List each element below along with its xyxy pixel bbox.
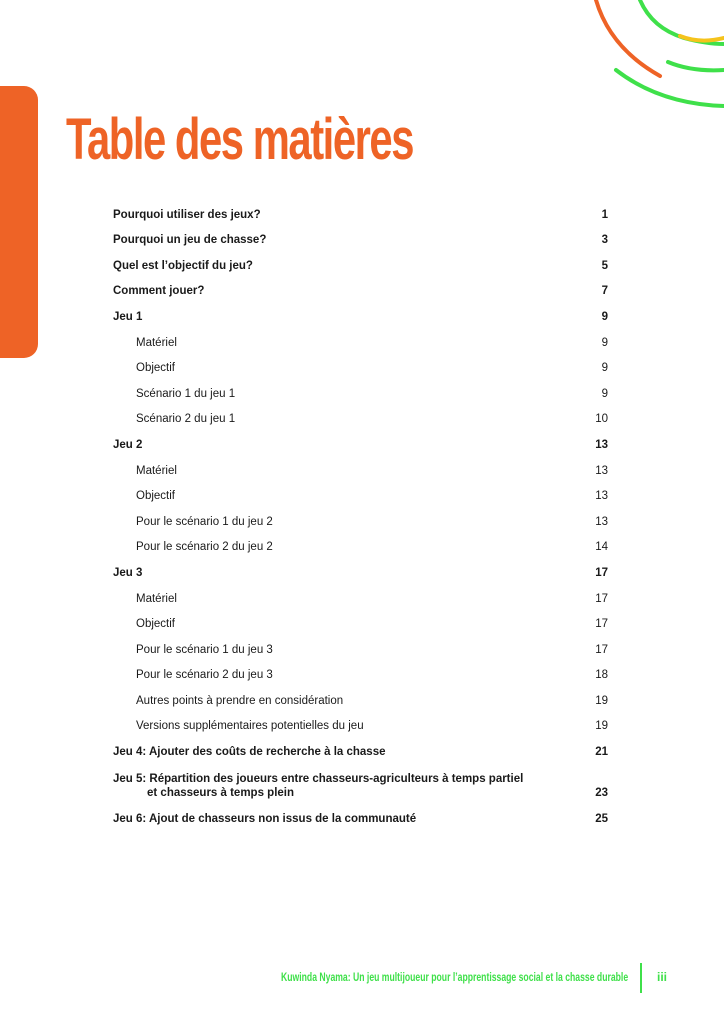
toc-entry-page-number: 17 [595, 592, 608, 605]
toc-entry-page-number: 17 [595, 643, 608, 656]
toc-entry-page-number: 25 [595, 812, 608, 825]
toc-entry[interactable] [113, 580, 608, 606]
toc-entry[interactable] [113, 350, 608, 376]
toc-entry-label [136, 668, 584, 682]
toc-entry[interactable] [113, 222, 608, 248]
toc-entry-page-number: 13 [595, 464, 608, 477]
toc-entry-label [113, 745, 584, 759]
toc-entry-label [136, 361, 584, 375]
toc-entry-title: Pour le scénario 1 du jeu 2 [136, 515, 273, 528]
toc-entry-page-number: 5 [601, 259, 608, 272]
toc-entry[interactable] [113, 657, 608, 683]
toc-entry-page-number: 7 [601, 285, 608, 298]
toc-entry[interactable] [113, 452, 608, 478]
toc-entry-title: Quel est l’objectif du jeu? [113, 259, 253, 272]
toc-entry-title: Versions supplémentaires potentielles du jeu [136, 720, 364, 733]
toc-entry[interactable] [113, 298, 608, 324]
toc-entry-page-number: 17 [595, 618, 608, 631]
toc-entry[interactable] [113, 682, 608, 708]
toc-entry-title: Scénario 2 du jeu 1 [136, 413, 236, 426]
toc-entry-title: Matériel [136, 592, 177, 605]
toc-entry[interactable] [113, 733, 608, 759]
toc-entry-title: Jeu 4: Ajouter des coûts de recherche à la chasse [113, 746, 386, 759]
toc-entry-title: Pourquoi utiliser des jeux? [113, 208, 261, 221]
footer-divider [640, 963, 642, 993]
toc-entry-label [136, 643, 584, 657]
toc-entry-label [113, 566, 584, 580]
toc-entry-title: Objectif [136, 618, 175, 631]
toc-entry-label [136, 387, 584, 401]
toc-entry[interactable] [113, 478, 608, 504]
toc-entry[interactable] [113, 324, 608, 350]
toc-entry[interactable] [113, 273, 608, 299]
toc-entry[interactable] [113, 375, 608, 401]
toc-entry-page-number: 19 [595, 694, 608, 707]
toc-entry[interactable] [113, 606, 608, 632]
toc-entry-label [136, 592, 584, 606]
toc-entry[interactable] [113, 247, 608, 273]
toc-entry-title: Pour le scénario 1 du jeu 3 [136, 643, 273, 656]
toc-entry[interactable] [113, 631, 608, 657]
toc-entry-title: Objectif [136, 362, 175, 375]
toc-entry-label [113, 310, 584, 324]
toc-entry[interactable] [113, 426, 608, 452]
toc-entry-title: Scénario 1 du jeu 1 [136, 387, 236, 400]
orange-arc [596, 0, 660, 76]
toc-entry-label [113, 208, 584, 222]
toc-entry-label [113, 284, 584, 298]
toc-entry-title: Jeu 6: Ajout de chasseurs non issus de la communauté [113, 812, 417, 825]
toc-entry-title: Autres points à prendre en considération [136, 694, 344, 707]
toc-entry[interactable] [113, 708, 608, 734]
toc-entry-page-number: 9 [601, 387, 608, 400]
toc-entry-page-number: 13 [595, 438, 608, 451]
toc-entry-page-number: 18 [595, 669, 608, 682]
green-arc-outer [616, 70, 724, 106]
side-color-tab [0, 86, 38, 358]
toc-entry-title: Pour le scénario 2 du jeu 2 [136, 541, 273, 554]
toc-entry[interactable] [113, 554, 608, 580]
toc-entry[interactable] [113, 800, 608, 826]
toc-entry[interactable] [113, 529, 608, 555]
toc-entry-page-number: 3 [601, 234, 608, 247]
toc-entry-label [136, 540, 584, 554]
toc-entry-title-continuation: et chasseurs à temps plein [147, 787, 295, 800]
toc-entry-label [136, 489, 584, 503]
toc-entry-title: Pour le scénario 2 du jeu 3 [136, 669, 273, 682]
toc-entry-label [113, 438, 584, 452]
toc-entry-page-number: 21 [595, 746, 608, 759]
toc-entry[interactable] [113, 196, 608, 222]
footer-page-number: iii [657, 970, 668, 984]
toc-entry-page-number: 14 [595, 541, 608, 554]
decorative-arcs [560, 0, 724, 120]
toc-entry-label [136, 336, 584, 350]
toc-entry[interactable] [113, 401, 608, 427]
page-title: Table des matières [66, 107, 414, 172]
toc-entry-title: Matériel [136, 464, 177, 477]
toc-entry-title: Pourquoi un jeu de chasse? [113, 234, 267, 247]
toc-entry-title: Jeu 2 [113, 438, 143, 451]
toc-entry-title: Jeu 1 [113, 310, 143, 323]
green-arc-middle [668, 62, 724, 70]
toc-entry-title: Objectif [136, 490, 175, 503]
toc-entry-page-number: 10 [595, 413, 608, 426]
toc-entry-page-number: 23 [595, 787, 608, 800]
toc-entry[interactable] [113, 759, 608, 800]
toc-entry-page-number: 9 [601, 362, 608, 375]
page-footer [0, 963, 724, 993]
toc-entry-page-number: 13 [595, 490, 608, 503]
toc-entry-label [113, 259, 584, 273]
toc-entry-label [136, 719, 584, 733]
toc-entry-title: Jeu 5: Répartition des joueurs entre chasseurs-agriculteurs à temps partiel [113, 773, 524, 786]
toc-entry-label [113, 812, 584, 826]
toc-entry-label [113, 233, 584, 247]
toc-entry-page-number: 9 [601, 310, 608, 323]
toc-entry-title: Jeu 3 [113, 566, 143, 579]
toc-entry-label [136, 515, 584, 529]
toc-entry-page-number: 17 [595, 566, 608, 579]
toc-entry-label [136, 412, 584, 426]
toc-entry-page-number: 19 [595, 720, 608, 733]
toc-entry-label [113, 772, 584, 800]
toc-entry-label [136, 694, 584, 708]
footer-title: Kuwinda Nyama: Un jeu multijoueur pour l’apprentissage social et la chasse durable [280, 970, 628, 984]
toc-entry-page-number: 1 [601, 208, 608, 221]
table-of-contents [113, 196, 608, 826]
toc-entry-title: Matériel [136, 336, 177, 349]
toc-entry-title: Comment jouer? [113, 285, 205, 298]
toc-entry-label [136, 464, 584, 478]
toc-entry-page-number: 9 [601, 336, 608, 349]
toc-entry-label [136, 617, 584, 631]
yellow-arc [680, 36, 724, 41]
toc-entry-page-number: 13 [595, 515, 608, 528]
toc-entry[interactable] [113, 503, 608, 529]
